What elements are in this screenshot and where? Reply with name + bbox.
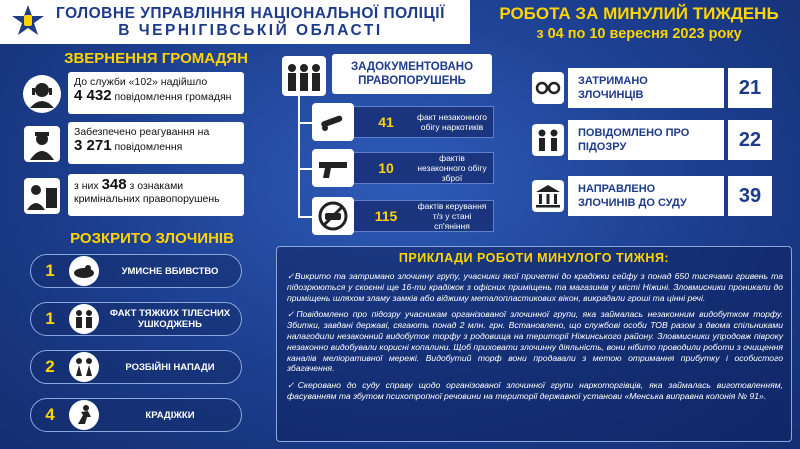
solved-item-murder — [30, 254, 242, 288]
police-officer-icon — [22, 124, 62, 164]
examples-title: ПРИКЛАДИ РОБОТИ МИНУЛОГО ТИЖНЯ: — [398, 251, 670, 265]
solved-label: РОЗБІЙНІ НАПАДИ — [125, 361, 215, 373]
victim-icon — [69, 256, 99, 286]
solved-number: 4 — [45, 405, 55, 424]
appeals-title: ЗВЕРНЕННЯ ГРОМАДЯН — [64, 50, 248, 67]
fight-icon — [69, 304, 99, 334]
stat-number: 22 — [728, 120, 772, 160]
documented-label: фактів керування т/з у стані сп'яніння — [417, 201, 487, 231]
courthouse-icon — [532, 180, 564, 212]
appeal-1-suffix: повідомлення громадян — [111, 91, 232, 103]
appeal-2-suffix: повідомлення — [111, 141, 183, 153]
appeal-1-number: 4 432 — [74, 87, 112, 104]
pistol-icon — [312, 149, 354, 187]
documents-icon — [22, 176, 62, 216]
appeal-card-1 — [68, 72, 244, 114]
operator-icon — [22, 74, 62, 114]
header-title-line1: ГОЛОВНЕ УПРАВЛІННЯ НАЦІОНАЛЬНОЇ ПОЛІЦІЇ — [56, 5, 445, 22]
solved-item-injury — [30, 302, 242, 336]
example-paragraph-1: ✓Викрито та затримано злочинну групу, учасники якої причетні до крадіжки сейфу з понад 650 тисячами гривень та підозрюються у скоєнні ще 16-ти крадіжок з офісних приміщень та магазинів у місті Ніжині. Зловмисники проникали до приміщень шляхом зламу замків або віджиму металопластикових вікон, викрадали гроші та цінні речі. — [287, 271, 783, 303]
documented-number: 10 — [378, 160, 394, 176]
stat-label: ЗАТРИМАНО ЗЛОЧИНЦІВ — [568, 68, 724, 108]
stat-suspicion — [532, 120, 772, 160]
solved-item-robbery — [30, 350, 242, 384]
appeal-1-text: До служби «102» надійшло — [74, 76, 208, 88]
solved-label: КРАДІЖКИ — [145, 409, 195, 421]
documented-label: факт незаконного обігу наркотиків — [417, 112, 487, 132]
connector-line — [298, 216, 312, 218]
documented-title: ЗАДОКУМЕНТОВАНО ПРАВОПОРУШЕНЬ — [332, 54, 492, 94]
appeal-card-3 — [68, 174, 244, 216]
interrogation-icon — [532, 124, 564, 156]
connector-line — [298, 168, 312, 170]
running-thief-icon — [69, 400, 99, 430]
documented-label: фактів незаконного обігу зброї — [417, 153, 487, 183]
header-banner — [0, 0, 470, 44]
solved-item-theft — [30, 398, 242, 432]
solved-label: УМИСНЕ ВБИВСТВО — [121, 265, 219, 277]
solved-number: 1 — [45, 309, 55, 328]
solved-number: 1 — [45, 261, 55, 280]
week-dates: з 04 по 10 вересня 2023 року — [536, 26, 742, 42]
stat-number: 21 — [728, 68, 772, 108]
documented-number: 41 — [378, 114, 394, 130]
solved-title: РОЗКРИТО ЗЛОЧИНІВ — [70, 230, 234, 247]
appeal-2-text: Забезпечено реагування на — [74, 126, 210, 138]
examples-panel — [276, 246, 792, 442]
appeal-card-2 — [68, 122, 244, 164]
stat-detained — [532, 68, 772, 108]
week-title: РОБОТА ЗА МИНУЛИЙ ТИЖДЕНЬ — [499, 4, 779, 23]
header-title-line2: В ЧЕРНІГІВСЬКІЙ ОБЛАСТІ — [118, 22, 383, 39]
stat-label: НАПРАВЛЕНО ЗЛОЧИНІВ ДО СУДУ — [568, 176, 724, 216]
connector-line — [298, 122, 312, 124]
appeal-3-text: з них — [74, 180, 102, 192]
solved-label: ФАКТ ТЯЖКИХ ТІЛЕСНИХ УШКОДЖЕНЬ — [109, 308, 231, 330]
handcuffs-icon — [532, 72, 564, 104]
stat-number: 39 — [728, 176, 772, 216]
stat-court — [532, 176, 772, 216]
appeal-3-number: 348 — [101, 176, 127, 193]
no-drunk-driving-icon — [312, 197, 354, 235]
documented-number: 115 — [374, 208, 398, 224]
robbery-icon — [69, 352, 99, 382]
example-paragraph-3: ✓Скеровано до суду справу щодо організованої злочинної групи наркоторгівців, яка займалась виготовленням, фасуванням та збутом психотропної речовини на території державної установи «Менська виправна колонія № 91». — [287, 380, 783, 401]
appeal-2-number: 3 271 — [74, 137, 112, 154]
police-group-icon — [282, 56, 326, 96]
appeal-3-suffix: з ознаками кримінальних правопорушень — [74, 180, 220, 205]
police-emblem-icon — [10, 4, 46, 40]
drugs-icon — [312, 103, 354, 141]
example-paragraph-2: ✓Повідомлено про підозру учасникам організованої злочинної групи, яка займалась незаконним видобутком торфу. Збитки, завдані державі, сягають понад 2 млн. грн. Встановлено, що службові особи ТОВ разом з двома спільниками налагодили незаконний видобуток торфу з родовища на території Ніжинського району. Зловмисники упродовж півроку незаконно видобували корисні копалини. Щоб приховати злочинну діяльність, вони нібито проводили роботи з очищення каналів меліоративної мережі. Видобутий торф вони продавали з метою отримання прибутку і особистого збагачення. — [287, 309, 783, 374]
solved-number: 2 — [45, 357, 55, 376]
stat-label: ПОВІДОМЛЕНО ПРО ПІДОЗРУ — [568, 120, 724, 160]
connector-line — [298, 96, 300, 218]
